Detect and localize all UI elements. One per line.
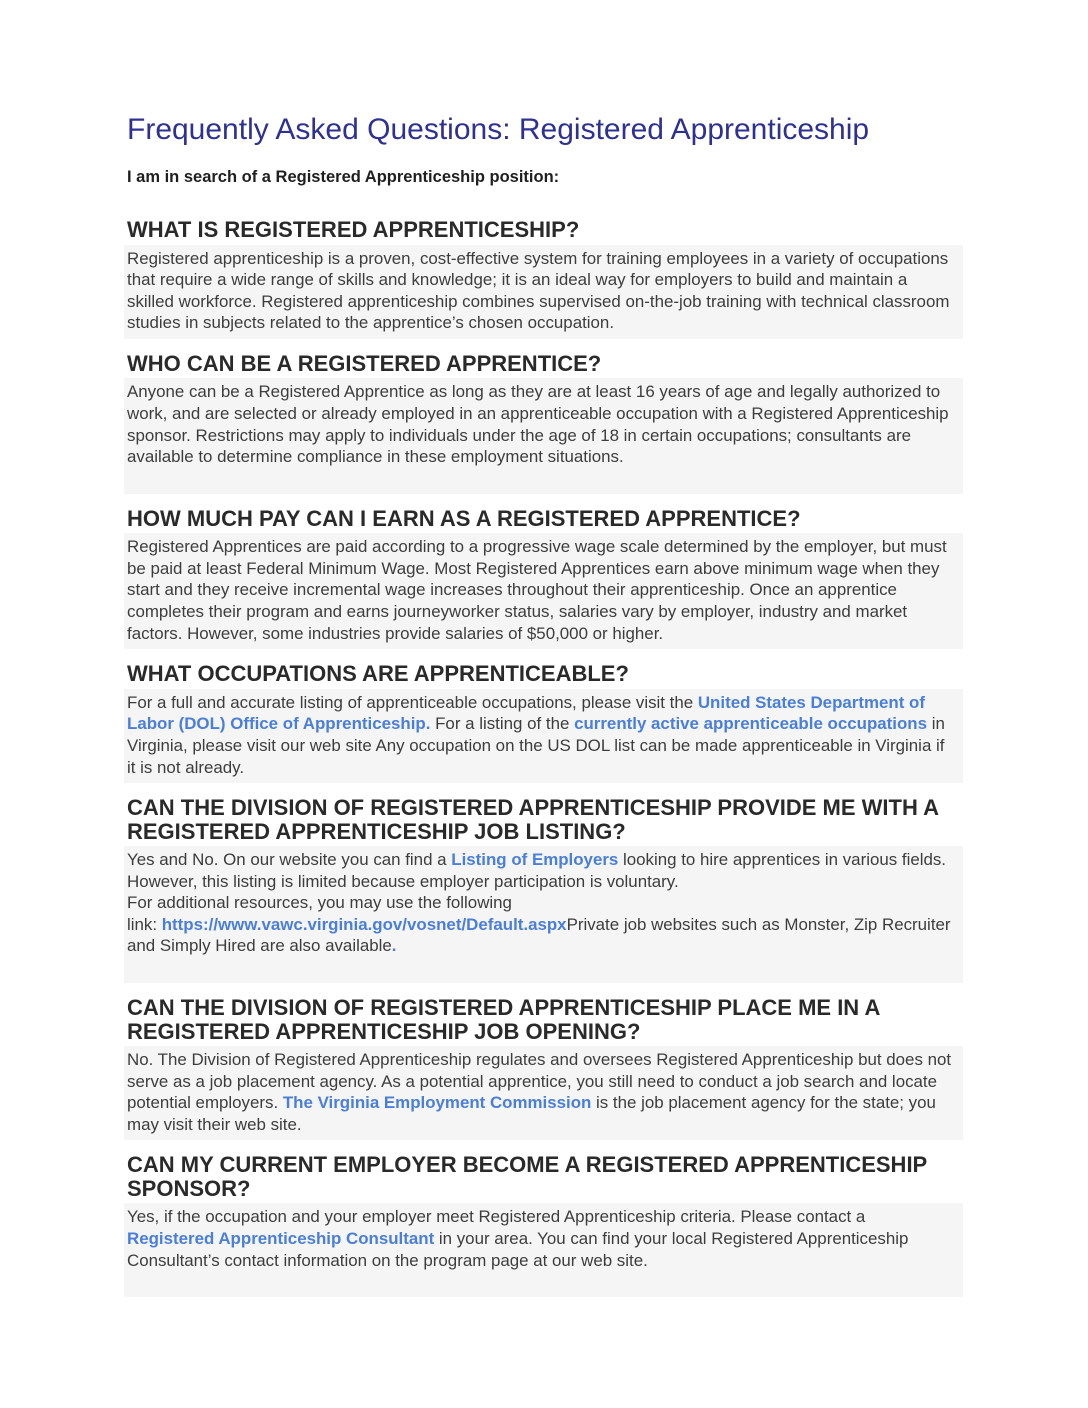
- body-text: in your area. You can find your local Registered Apprenticeship Consultant’s contact information on the program page at our web site.: [127, 1229, 909, 1270]
- link-currently-active-apprenticeable-occupati[interactable]: currently active apprenticeable occupations: [574, 714, 928, 734]
- intro-line: I am in search of a Registered Apprenticeship position:: [127, 168, 560, 186]
- body-text: link:: [127, 914, 162, 934]
- link-listing-of-employers[interactable]: Listing of Employers: [451, 850, 619, 870]
- link-the-virginia-employment-commission[interactable]: The Virginia Employment Commission: [282, 1093, 592, 1113]
- section-heading: CAN THE DIVISION OF REGISTERED APPRENTICESHIP PROVIDE ME WITH A REGISTERED APPRENTICESHIP JOB LISTING?: [127, 795, 939, 844]
- section-heading: WHO CAN BE A REGISTERED APPRENTICE?: [127, 350, 602, 376]
- link-registered-apprenticeship-consultant[interactable]: Registered Apprenticeship Consultant: [127, 1229, 435, 1249]
- section-heading: CAN MY CURRENT EMPLOYER BECOME A REGISTERED APPRENTICESHIP SPONSOR?: [127, 1152, 927, 1201]
- body-text: For a full and accurate listing of apprenticeable occupations, please visit the: [127, 692, 698, 712]
- section-heading: WHAT OCCUPATIONS ARE APPRENTICEABLE?: [127, 661, 629, 687]
- body-text: is the job placement agency for the state; you may visit their web site.: [127, 1093, 936, 1134]
- body-text: Yes and No. On our website you can find a: [127, 850, 452, 870]
- section-body: [124, 1203, 963, 1297]
- body-text: Anyone can be a Registered Apprentice as long as they are at least 16 years of age and legally authorized to work, and are selected or already employed in an apprenticeable occupation with a Registered Apprenticeship sponsor. Restrictions may apply to individuals under the age of 18 in certain occupations; consultants are available to determine compliance in these employment situations.: [127, 382, 949, 467]
- faq-section-job-listing: [124, 796, 963, 983]
- link-period[interactable]: .: [391, 936, 397, 956]
- page-title: Frequently Asked Questions: Registered Apprenticeship: [127, 113, 870, 146]
- body-text: looking to hire apprentices in various fields. However, this listing is limited because employer participation is voluntary.: [127, 850, 946, 891]
- section-body: [124, 378, 963, 493]
- faq-section-what-is-registered-apprenticeship: [124, 218, 963, 339]
- section-body: [124, 846, 963, 983]
- document-content: [124, 113, 963, 1297]
- body-text: Registered Apprentices are paid according to a progressive wage scale determined by the employer, but must be paid at least Federal Minimum Wage. Most Registered Apprentices earn above minimum wage when they start and they receive incremental wage increases throughout their apprenticeship. Once an apprentice completes their program and earns journeyworker status, salaries vary by employer, industry and market factors. However, some industries provide salaries of $50,000 or higher.: [127, 537, 947, 643]
- section-heading: WHAT IS REGISTERED APPRENTICESHIP?: [127, 217, 580, 242]
- body-text: For a listing of the: [430, 714, 575, 734]
- body-text: For additional resources, you may use the following: [127, 893, 512, 913]
- section-body: [124, 533, 963, 649]
- section-body: [124, 689, 963, 783]
- section-heading: HOW MUCH PAY CAN I EARN AS A REGISTERED APPRENTICE?: [127, 505, 801, 531]
- link-https-www-vawc-virginia-gov-vosnet-defau[interactable]: https://www.vawc.virginia.gov/vosnet/Default.aspx: [161, 914, 567, 934]
- section-heading: CAN THE DIVISION OF REGISTERED APPRENTICESHIP PLACE ME IN A REGISTERED APPRENTICESHIP JOB OPENING?: [127, 995, 880, 1044]
- faq-section-job-opening: [124, 996, 963, 1140]
- faq-section-how-much-pay: [124, 507, 963, 649]
- faq-section-employer-sponsor: [124, 1153, 963, 1297]
- faq-section-who-can-be-a-registered-apprentice: [124, 352, 963, 494]
- sections-container: [124, 218, 963, 1297]
- body-text: Registered apprenticeship is a proven, cost-effective system for training employees in a variety of occupations that require a wide range of skills and knowledge; it is an ideal way for employers to build and maintain a skilled workforce. Registered apprenticeship combines supervised on-the-job training with technical classroom studies in subjects related to the apprentice’s chosen occupation.: [127, 248, 950, 333]
- body-text: Yes, if the occupation and your employer meet Registered Apprenticeship criteria. Please contact a: [127, 1207, 866, 1227]
- faq-section-what-occupations-are-apprenticeable: [124, 662, 963, 783]
- body-text: Private job websites such as Monster, Zip Recruiter and Simply Hired are also available: [127, 914, 951, 956]
- body-text: in Virginia, please visit our web site Any occupation on the US DOL list can be made apprenticeable in Virginia if it is not already.: [127, 714, 945, 777]
- link-united-states-department-of-labor-dol-of[interactable]: United States Department of Labor (DOL) Office of Apprenticeship.: [127, 692, 925, 734]
- section-body: [124, 1046, 963, 1140]
- body-text: No. The Division of Registered Apprenticeship regulates and oversees Registered Apprenticeship but does not serve as a job placement agency. As a potential apprentice, you still need to conduct a job search and locate potential employers.: [127, 1050, 952, 1113]
- section-body: [124, 245, 963, 339]
